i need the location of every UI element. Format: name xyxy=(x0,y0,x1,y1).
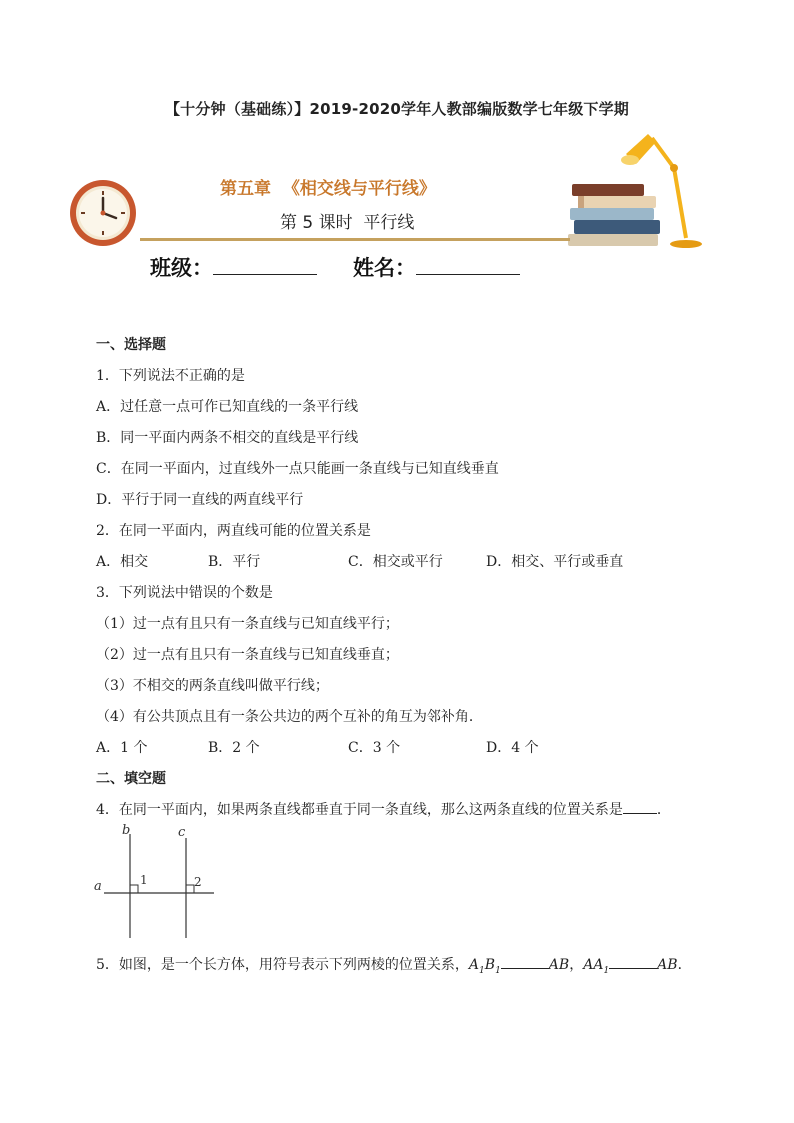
q1-option-c: C．在同一平面内，过直线外一点只能画一条直线与已知直线垂直 xyxy=(96,461,499,477)
q3-statement-1: （1）过一点有且只有一条直线与已知直线平行； xyxy=(96,616,399,632)
document-title: 【十分钟（基础练）】2019-2020学年人教部编版数学七年级下学期 xyxy=(164,100,630,118)
q5-answer-blank-1[interactable] xyxy=(501,954,549,969)
q3-option-a: A．1 个 xyxy=(96,740,148,756)
header-rule xyxy=(140,238,570,241)
q3-statement-2: （2）过一点有且只有一条直线与已知直线垂直； xyxy=(96,647,399,663)
q1-option-a: A．过任意一点可作已知直线的一条平行线 xyxy=(96,399,359,415)
q5-line: 5．如图，是一个长方体，用符号表示下列两棱的位置关系，$A_1B_1$ AB，$AA_1$ AB． xyxy=(96,950,692,987)
q2-stem: 2．在同一平面内，两直线可能的位置关系是 xyxy=(96,523,371,539)
q2-option-b: B．平行 xyxy=(208,554,261,570)
chapter-heading: 第五章 《相交线与平行线》 xyxy=(220,179,436,199)
q5-answer-blank-2[interactable] xyxy=(609,954,657,969)
q2-option-c: C．相交或平行 xyxy=(348,554,443,570)
q1-stem: 1．下列说法不正确的是 xyxy=(96,368,245,384)
lesson-heading: 第 5 课时 平行线 xyxy=(280,213,415,233)
q4-answer-blank[interactable] xyxy=(623,799,657,814)
q3-option-d: D．4 个 xyxy=(486,740,539,756)
fig-label-2: 2 xyxy=(194,875,202,889)
q3-option-c: C．3 个 xyxy=(348,740,401,756)
q4-line: 4．在同一平面内，如果两条直线都垂直于同一条直线，那么这两条直线的位置关系是 ． xyxy=(96,795,716,826)
q3-statement-3: （3）不相交的两条直线叫做平行线； xyxy=(96,678,329,694)
name-label: 姓名： xyxy=(353,256,416,280)
fig-label-c: c xyxy=(178,825,186,840)
q2-options xyxy=(96,547,716,578)
class-label: 班级： xyxy=(150,256,213,280)
student-info-row xyxy=(150,252,556,282)
q5-stem: 5．如图，是一个长方体，用符号表示下列两棱的位置关系， xyxy=(96,957,469,973)
class-blank[interactable] xyxy=(213,254,317,275)
q2-option-d: D．相交、平行或垂直 xyxy=(486,554,624,570)
section-choice: 一、选择题 xyxy=(96,337,166,353)
q1-option-b: B．同一平面内两条不相交的直线是平行线 xyxy=(96,430,359,446)
q4-figure xyxy=(90,824,220,942)
q1-option-d: D．平行于同一直线的两直线平行 xyxy=(96,492,304,508)
q2-option-a: A．相交 xyxy=(96,554,149,570)
fig-label-b: b xyxy=(122,824,131,838)
q4-stem: 4．在同一平面内，如果两条直线都垂直于同一条直线，那么这两条直线的位置关系是 xyxy=(96,802,623,818)
q3-statement-4: （4）有公共顶点且有一条公共边的两个互补的角互为邻补角． xyxy=(96,709,483,725)
q3-stem: 3．下列说法中错误的个数是 xyxy=(96,585,273,601)
fig-label-1: 1 xyxy=(140,873,148,887)
q3-option-b: B．2 个 xyxy=(208,740,260,756)
question-body xyxy=(96,330,716,826)
fig-label-a: a xyxy=(94,879,102,894)
name-blank[interactable] xyxy=(416,254,520,275)
q3-options xyxy=(96,733,716,764)
books-lamp-icon xyxy=(564,128,714,252)
section-fill: 二、填空题 xyxy=(96,771,166,787)
clock-icon xyxy=(68,178,138,248)
